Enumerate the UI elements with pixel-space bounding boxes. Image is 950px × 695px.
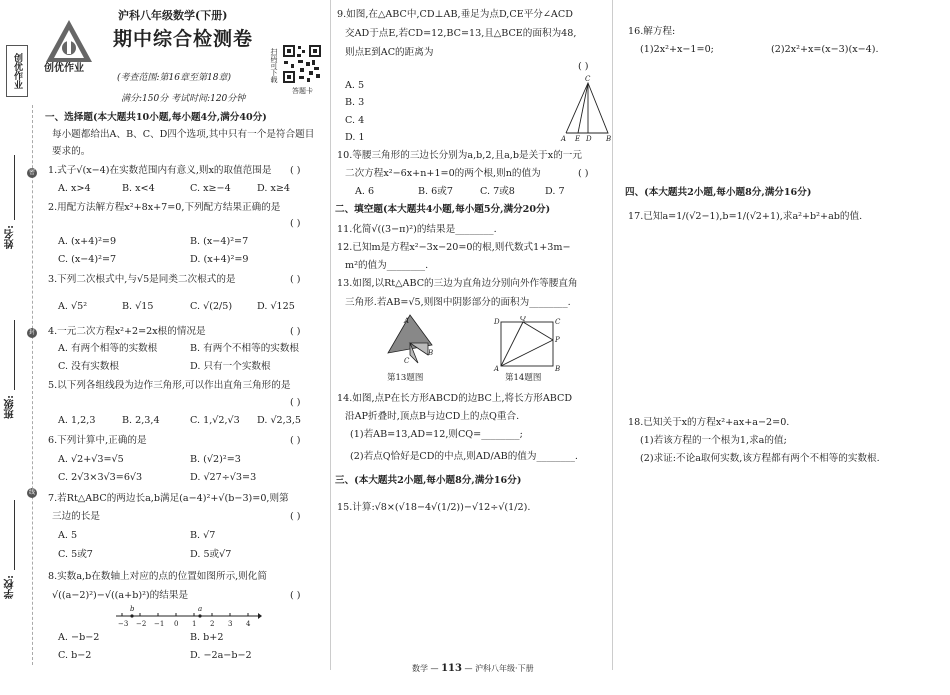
option[interactable]: A. −b−2 [58,632,100,643]
option[interactable]: C. 5或7 [58,549,93,560]
question-stem: (1)若该方程的一个根为1,求a的值; [640,435,787,446]
question-stem: 7.若Rt△ABC的两边长a,b满足(a−4)²+√(b−3)=0,则第 [48,493,289,504]
figure-caption: 第13题图 [387,373,424,383]
svg-text:A: A [404,317,410,325]
answer-paren[interactable]: ( ) [290,511,301,522]
option[interactable]: B. √7 [190,530,216,541]
figure-q14 [493,316,565,372]
footer-book: 沪科八年级·下册 [475,664,534,673]
section-heading: 一、选择题(本大题共10小题,每小题4分,满分40分) [45,112,267,123]
logo-text: 创优作业 [44,63,84,74]
option[interactable]: A. 6 [355,186,375,197]
section-heading: 四、(本大题共2小题,每小题8分,满分16分) [625,187,812,198]
option[interactable]: B. 有两个不相等的实数根 [190,343,300,354]
question-stem: (2)求证:不论a取何实数,该方程都有两个不相等的实数根. [640,453,880,464]
class-label: 班级: [5,395,16,419]
svg-text:C: C [555,318,561,326]
answer-paren[interactable]: ( ) [578,168,589,179]
answer-paren[interactable]: ( ) [290,165,301,176]
answer-paren[interactable]: ( ) [290,397,301,408]
question-stem: 1.式子√(x−4)在实数范围内有意义,则x的取值范围是 [48,165,272,176]
option[interactable]: D. 只有一个实数根 [190,361,271,372]
option[interactable]: C. 1,√2,√3 [190,415,240,426]
axis-tick: 1 [192,620,197,628]
option[interactable]: A. 1,2,3 [58,415,96,426]
question-stem: 2.用配方法解方程x²+8x+7=0,下列配方结果正确的是 [48,202,281,213]
option[interactable]: D. −2a−b−2 [190,650,252,661]
axis-tick: −3 [118,620,129,628]
svg-text:D: D [494,318,500,326]
option[interactable]: B. 6或7 [418,186,453,197]
axis-tick: −2 [136,620,147,628]
answer-paren[interactable]: ( ) [290,590,301,601]
exam-scope: (考查范围:第16章至第18章) [117,73,231,83]
question-stem: 5.以下列各组线段为边作三角形,可以作出直角三角形的是 [48,380,291,391]
option[interactable]: D. √125 [257,301,295,312]
column-divider [330,0,331,670]
school-blank[interactable] [14,500,15,570]
question-stem: 15.计算:√8×(√18−4√(1/2))−√12÷√(1/2). [337,502,531,513]
option[interactable]: C. 没有实数根 [58,361,120,372]
svg-text:Q: Q [520,316,526,322]
question-stem: 则点E到AC的距离为 [345,47,434,58]
footer-subject: 数学 [412,664,428,673]
axis-tick: 0 [174,620,179,628]
question-stem: 三边的长是 [52,511,100,522]
svg-text:D: D [586,135,592,143]
exam-meta: 满分:150分 考试时间:120分钟 [121,94,246,104]
svg-text:E: E [575,135,581,143]
option[interactable]: C. 7或8 [480,186,515,197]
option[interactable]: A. √5² [58,301,88,312]
option[interactable]: A. 有两个相等的实数根 [58,343,158,354]
question-stem: 沿AP折叠时,顶点B与边CD上的点Q重合. [345,411,520,422]
svg-text:A: A [494,365,500,372]
question-stem: 三角形.若AB=√5,则图中阴影部分的面积为________. [345,297,571,308]
question-stem: 二次方程x²−6x+n+1=0的两个根,则n的值为 [345,168,541,179]
question-stem: (1)2x²+x−1=0; [640,44,714,55]
qr-caption: 答题卡 [292,87,313,95]
question-stem: 17.已知a=1/(√2−1),b=1/(√2+1),求a²+b²+ab的值. [628,211,863,222]
option[interactable]: C. 2√3×3√3=6√3 [58,472,143,483]
number-line-figure [112,604,262,628]
seal-mark: 封 [28,329,35,336]
brand-label: 创优作业 [6,45,28,97]
option[interactable]: A. (x+4)²=9 [58,236,117,247]
option[interactable]: D. 5或√7 [190,549,232,560]
seal-mark: 线 [28,489,35,496]
figure-q13 [380,313,440,371]
axis-tick: −1 [154,620,165,628]
question-stem: (2)2x²+x=(x−3)(x−4). [771,44,879,55]
axis-tick: 2 [210,620,215,628]
option[interactable]: C. x≥−4 [190,183,231,194]
section-intro: 每小题都给出A、B、C、D四个选项,其中只有一个是符合题目 [52,129,315,140]
section-intro: 要求的。 [52,146,91,157]
option[interactable]: C. √(2/5) [190,301,233,312]
point-label-b: b [130,605,135,613]
option[interactable]: D. x≥4 [257,183,291,194]
figure-caption: 第14题图 [505,373,542,383]
axis-tick: 3 [228,620,233,628]
question-stem: 16.解方程: [628,26,676,37]
question-stem: 18.已知关于x的方程x²+ax+a−2=0. [628,417,790,428]
question-stem: 10.等腰三角形的三边长分别为a,b,2,且a,b是关于x的一元 [337,150,582,161]
binding-strip [0,0,34,695]
option[interactable]: A. √2+√3=√5 [58,454,124,465]
axis-tick: 4 [246,620,251,628]
question-stem: (1)若AB=13,AD=12,则CQ=________; [350,429,523,440]
question-stem: 3.下列二次根式中,与√5是同类二次根式的是 [48,274,236,285]
school-label: 学校: [5,575,16,599]
svg-text:A: A [561,135,567,143]
section-heading: 三、(本大题共2小题,每小题8分,满分16分) [335,475,522,486]
answer-paren[interactable]: ( ) [290,326,301,337]
answer-paren[interactable]: ( ) [578,61,589,72]
question-stem: 13.如图,以Rt△ABC的三边为直角边分别向外作等腰直角 [337,278,578,289]
option[interactable]: B. √15 [122,301,154,312]
question-stem: (2)若点Q恰好是CD的中点,则AD/AB的值为________. [350,451,578,462]
answer-paren[interactable]: ( ) [290,274,301,285]
option[interactable]: C. (x−4)²=7 [58,254,117,265]
svg-text:B: B [428,349,434,357]
option[interactable]: D. 1 [345,132,365,143]
option[interactable]: D. √27÷√3=3 [190,472,257,483]
section-heading: 二、填空题(本大题共4小题,每小题5分,满分20分) [335,204,551,215]
answer-paren[interactable]: ( ) [290,218,301,229]
option[interactable]: B. (√2)²=3 [190,454,241,465]
point-label-a: a [198,605,203,613]
option[interactable]: B. (x−4)²=7 [190,236,249,247]
svg-text:P: P [555,336,560,344]
qr-label: 扫码可下载 [270,48,278,83]
triangle-figure-q9 [556,75,616,143]
page-number: 113 [441,663,462,674]
question-stem: 6.下列计算中,正确的是 [48,435,147,446]
question-stem: 交AD于点E,若CD=12,BC=13,且△BCE的面积为48, [345,28,577,39]
class-blank[interactable] [14,320,15,390]
option[interactable]: B. x<4 [122,183,155,194]
seal-mark: 密 [28,169,35,176]
seal-line [32,105,33,665]
svg-text:C: C [404,357,410,365]
question-stem: 4.一元二次方程x²+2=2x根的情况是 [48,326,206,337]
svg-text:B: B [555,365,561,372]
option[interactable]: B. 3 [345,97,365,108]
option[interactable]: D. √2,3,5 [257,415,301,426]
option[interactable]: C. 4 [345,115,365,126]
question-stem: 11.化简√((3−π)²)的结果是________. [337,224,497,235]
qr-code-icon[interactable] [282,44,322,84]
question-stem: 14.如图,点P在长方形ABCD的边BC上,将长方形ABCD [337,393,573,404]
question-stem: 12.已知m是方程x²−3x−20=0的根,则代数式1+3m− [337,242,571,253]
option[interactable]: D. 7 [545,186,565,197]
option[interactable]: B. b+2 [190,632,224,643]
page-footer: 数学 — 113 — 沪科八年级·下册 [412,663,534,674]
option[interactable]: D. (x+4)²=9 [190,254,249,265]
svg-text:B: B [606,135,612,143]
question-stem: m²的值为________. [345,260,429,271]
option[interactable]: A. 5 [58,530,78,541]
question-stem: √((a−2)²)−√((a+b)²)的结果是 [52,590,189,601]
name-blank[interactable] [14,155,15,220]
page-title: 期中综合检测卷 [113,28,254,50]
option[interactable]: B. 2,3,4 [122,415,160,426]
question-stem: 8.实数a,b在数轴上对应的点的位置如图所示,则化简 [48,571,267,582]
option[interactable]: A. 5 [345,80,365,91]
series-title: 沪科八年级数学(下册) [118,9,228,22]
name-label: 姓名: [5,225,16,249]
svg-text:C: C [585,75,591,83]
answer-paren[interactable]: ( ) [290,435,301,446]
question-stem: 9.如图,在△ABC中,CD⊥AB,垂足为点D,CE平分∠ACD [337,9,573,20]
option[interactable]: C. b−2 [58,650,92,661]
option[interactable]: A. x>4 [58,183,91,194]
